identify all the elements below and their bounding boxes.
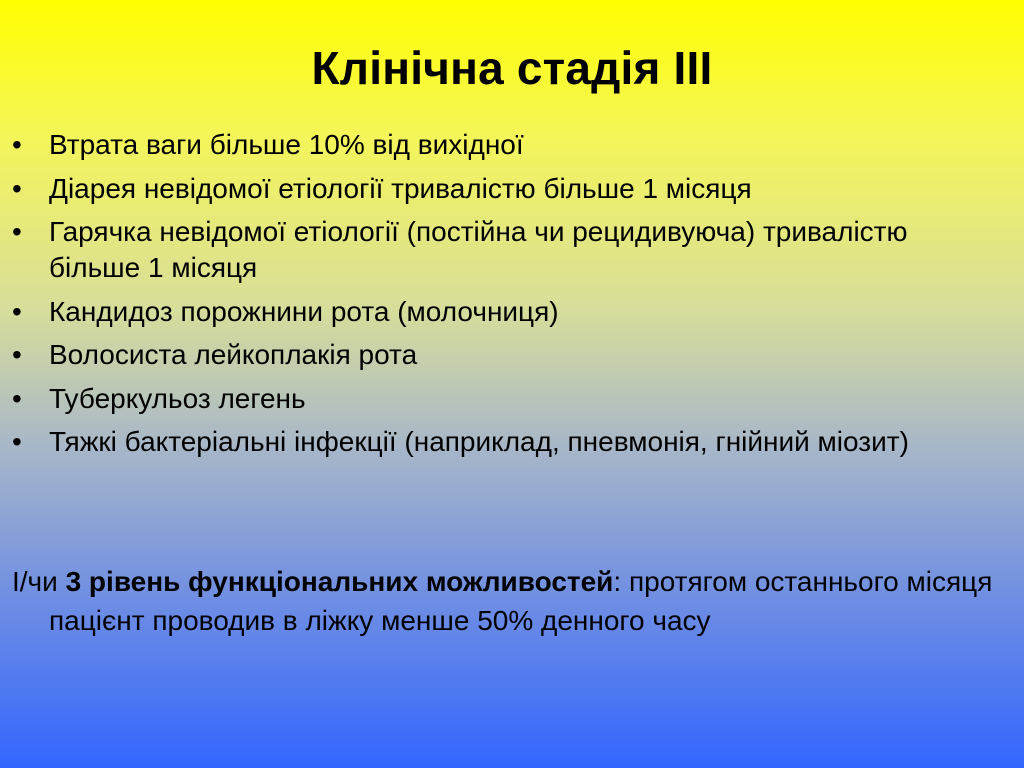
list-item: [12, 337, 1002, 373]
list-item-text: Гарячка невідомої етіології (постійна чи рецидивуюча) тривалістю більше 1 місяця: [49, 216, 908, 283]
list-item-text: Волосиста лейкоплакія рота: [49, 339, 418, 370]
bullet-icon: •: [12, 295, 22, 327]
bullet-icon: •: [12, 129, 22, 160]
list-item-text: Діарея невідомої етіології тривалістю більше 1 місяця: [49, 172, 752, 204]
list-item: [12, 424, 1002, 460]
list-item-text: Втрата ваги більше 10% від вихідної: [49, 129, 524, 160]
list-item: [12, 171, 1002, 207]
footer-note: [12, 562, 1024, 640]
list-item-text: Тяжкі бактеріальні інфекції (наприклад, пневмонія, гнійний міозит): [49, 426, 909, 457]
bullet-icon: •: [12, 216, 22, 247]
list-item: [12, 127, 1002, 163]
bullet-icon: •: [12, 339, 22, 370]
list-item: [12, 294, 1002, 330]
footer-prefix: І/чи: [12, 566, 66, 597]
bullet-icon: •: [12, 172, 22, 204]
bullet-icon: •: [12, 426, 22, 457]
list-item: [12, 381, 1002, 417]
functional-level-highlight: 3 рівень функціональних можливостей: [65, 566, 614, 597]
footer-suffix: : протягом останнього місяця пацієнт проводив в ліжку менше 50% денного часу: [49, 566, 993, 636]
list-item-text: Туберкульоз легень: [49, 382, 306, 414]
list-item: [12, 214, 1002, 286]
bullet-icon: •: [12, 382, 22, 414]
slide-title: Клінічна стадія ІІІ: [311, 42, 713, 94]
list-item-text: Кандидоз порожнини рота (молочниця): [49, 295, 559, 327]
bullet-list: [12, 127, 1002, 468]
